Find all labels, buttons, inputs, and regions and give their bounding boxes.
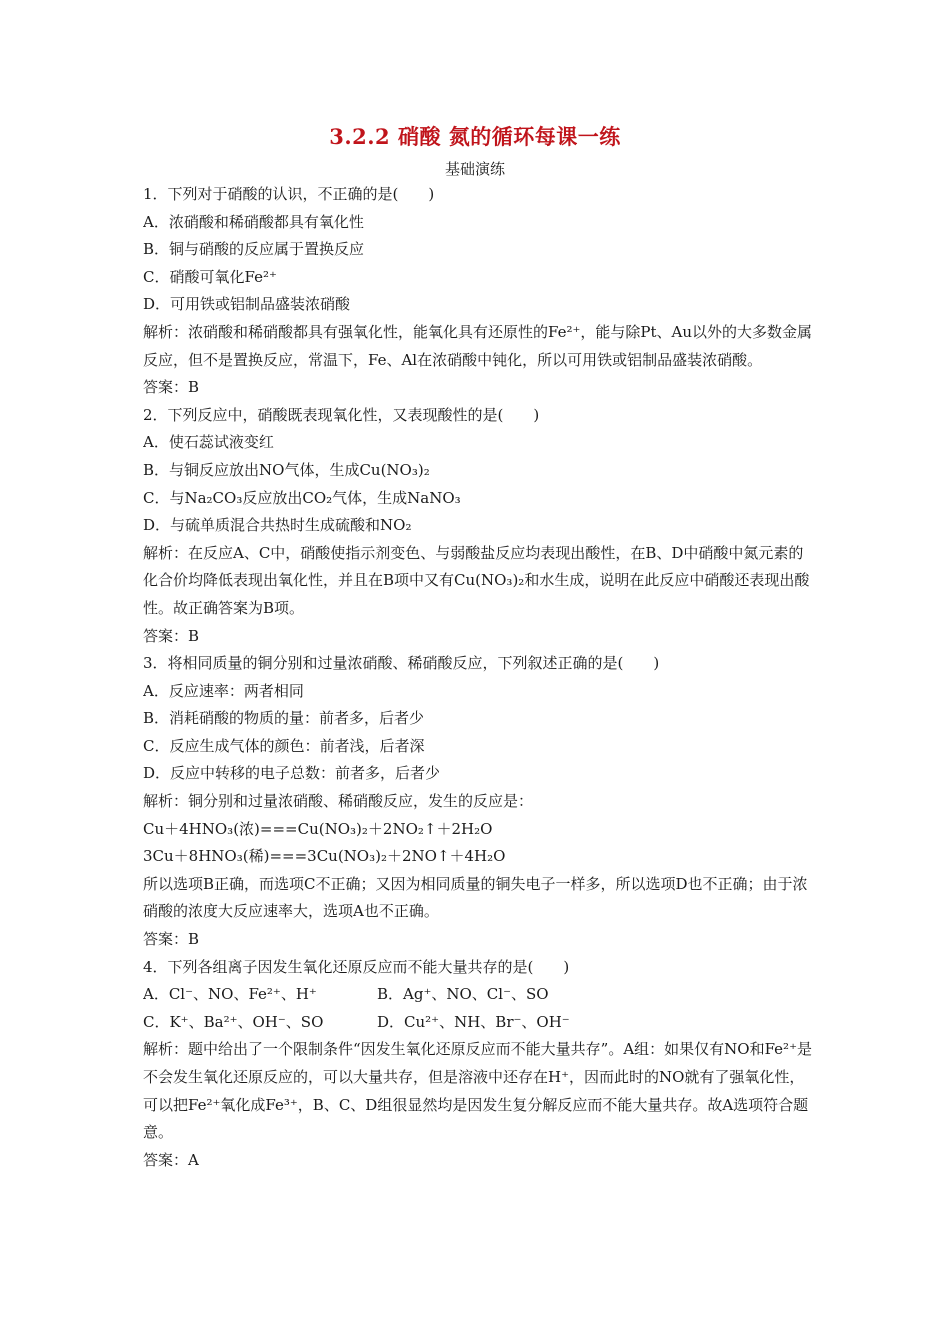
option-d: D．可用铁或铝制品盛装浓硝酸	[143, 295, 351, 314]
question-2	[143, 402, 815, 650]
answer-text: 答案：B	[143, 626, 200, 645]
option-d: D．Cu²⁺、NH、Br⁻、OH⁻	[377, 1012, 570, 1031]
answer-text: 答案：A	[143, 1150, 199, 1169]
question-stem: 2．下列反应中，硝酸既表现氧化性，又表现酸性的是( )	[143, 405, 540, 424]
analysis-text: 所以选项B正确，而选项C不正确；又因为相同质量的铜失电子一样多，所以选项D也不正确；由于浓硝酸的浓度大反应速率大，选项A也不正确。	[143, 874, 808, 921]
option-c: C．硝酸可氧化Fe²⁺	[143, 267, 277, 286]
options-row-1	[143, 981, 815, 1009]
option-a: A．反应速率：两者相同	[143, 681, 304, 700]
analysis-intro: 解析：铜分别和过量浓硝酸、稀硝酸反应，发生的反应是：	[143, 792, 534, 811]
option-b: B．与铜反应放出NO气体，生成Cu(NO₃)₂	[143, 460, 430, 479]
question-3	[143, 650, 815, 954]
question-4	[143, 954, 815, 1175]
option-c: C．与Na₂CO₃反应放出CO₂气体，生成NaNO₃	[143, 488, 461, 507]
equation-dilute: 3Cu＋8HNO₃(稀)===3Cu(NO₃)₂＋2NO↑＋4H₂O	[143, 847, 506, 866]
option-c: C．K⁺、Ba²⁺、OH⁻、SO	[143, 1012, 324, 1031]
question-stem: 1．下列对于硝酸的认识，不正确的是( )	[143, 185, 435, 203]
option-b: B．消耗硝酸的物质的量：前者多，后者少	[143, 709, 425, 728]
option-a: A．浓硝酸和稀硝酸都具有氧化性	[143, 212, 364, 231]
option-d: D．反应中转移的电子总数：前者多，后者少	[143, 764, 441, 783]
analysis-text: 解析：浓硝酸和稀硝酸都具有强氧化性，能氧化具有还原性的Fe²⁺，能与除Pt、Au以外的大多数金属反应，但不是置换反应，常温下，Fe、Al在浓硝酸中钝化，所以可用铁或铝制品盛装浓硝酸。	[143, 322, 813, 369]
option-a: A．使石蕊试液变红	[143, 433, 274, 452]
analysis-text: 解析：在反应A、C中，硝酸使指示剂变色、与弱酸盐反应均表现出酸性，在B、D中硝酸中氮元素的化合价均降低表现出氧化性，并且在B项中又有Cu(NO₃)₂和水生成，说明在此反应中硝酸还表现出酸性。故正确答案为B项。	[143, 543, 810, 617]
question-stem: 4．下列各组离子因发生氧化还原反应而不能大量共存的是( )	[143, 957, 570, 976]
page-title: 3.2.2 硝酸 氮的循环每课一练	[329, 124, 621, 149]
option-b: B．Ag⁺、NO、Cl⁻、SO	[377, 985, 549, 1004]
section-heading: 基础演练	[444, 160, 505, 178]
options-row-2	[143, 1009, 815, 1037]
answer-text: 答案：B	[143, 930, 200, 949]
question-stem: 3．将相同质量的铜分别和过量浓硝酸、稀硝酸反应，下列叙述正确的是( )	[143, 654, 660, 673]
option-d: D．与硫单质混合共热时生成硫酸和NO₂	[143, 516, 412, 535]
document-body	[143, 181, 815, 1174]
option-b: B．铜与硝酸的反应属于置换反应	[143, 240, 365, 259]
question-1	[143, 181, 815, 402]
answer-text: 答案：B	[143, 378, 200, 397]
equation-concentrated: Cu＋4HNO₃(浓)===Cu(NO₃)₂＋2NO₂↑＋2H₂O	[143, 819, 493, 838]
option-c: C．反应生成气体的颜色：前者浅，后者深	[143, 736, 425, 755]
analysis-text: 解析：题中给出了一个限制条件“因发生氧化还原反应而不能大量共存”。A组：如果仅有NO和Fe²⁺是不会发生氧化还原反应的，可以大量共存，但是溶液中还存在H⁺，因而此时的NO就有了强氧化性，可以把Fe²⁺氧化成Fe³⁺，B、C、D组很显然均是因发生复分解反应而不能大量共存。故A选项符合题意。	[143, 1040, 812, 1142]
option-a: A．Cl⁻、NO、Fe²⁺、H⁺	[143, 985, 317, 1004]
